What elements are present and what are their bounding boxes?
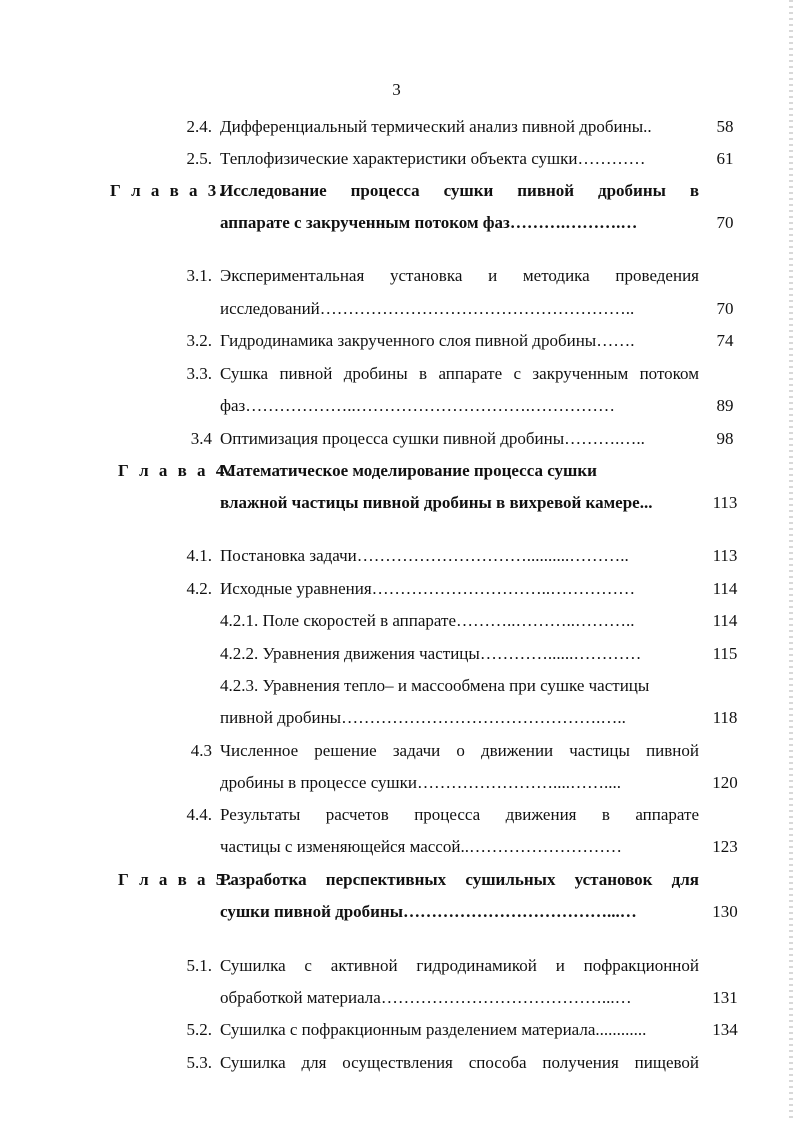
- toc-subentry[interactable]: [220, 610, 699, 632]
- toc-entry-title[interactable]: Исходные уравнения…………………………..……………: [220, 579, 636, 598]
- toc-entry-title[interactable]: Постановка задачи…………………………..........………..: [220, 546, 629, 565]
- toc-entry-title[interactable]: частицы с изменяющейся массой..………………………: [220, 837, 622, 856]
- toc-entry-title[interactable]: дробины в процессе сушки……………………....……....: [220, 773, 621, 792]
- toc-entry-title[interactable]: обработкой материала…………………………………...…: [220, 988, 632, 1007]
- toc-entry-number: 3.1.: [186, 266, 212, 285]
- toc-entry-number: 4.2.3.: [220, 676, 259, 695]
- toc-entry-number: 4.4.: [186, 805, 212, 824]
- toc-entry-page: 70: [716, 299, 734, 318]
- toc-entry-number: 4.2.2.: [220, 644, 259, 663]
- toc-entry-page: 113: [712, 546, 738, 565]
- chapter-title[interactable]: влажной частицы пивной дробины в вихревой камере...: [220, 493, 653, 512]
- chapter-label: Г л а в а 4.: [118, 461, 235, 480]
- toc-entry-number: 4.1.: [186, 546, 212, 565]
- toc-entry-title[interactable]: Сушилка с пофракционным разделением материала............: [220, 1020, 647, 1039]
- chapter-title[interactable]: Разработка перспективных сушильных установок для: [220, 870, 699, 889]
- toc-subentry[interactable]: [220, 675, 699, 697]
- toc-entry-title[interactable]: Гидродинамика закрученного слоя пивной дробины…….: [220, 331, 635, 350]
- chapter-title[interactable]: сушки пивной дробины………………………………...…: [220, 902, 637, 921]
- page-number: 3: [392, 80, 401, 99]
- toc-entry-title[interactable]: Результаты расчетов процесса движения в аппарате: [220, 805, 699, 824]
- chapter-label: Г л а в а 5.: [118, 870, 235, 889]
- toc-entry-page: 114: [712, 579, 738, 598]
- toc-entry-title[interactable]: Экспериментальная установка и методика проведения: [220, 266, 699, 285]
- toc-entry-page: 120: [712, 773, 738, 792]
- toc-entry-page: 131: [712, 988, 738, 1007]
- toc-entry-title[interactable]: Сушка пивной дробины в аппарате с закрученным потоком: [220, 364, 699, 383]
- toc-entry-page: 89: [716, 396, 734, 415]
- toc-entry-page: 115: [712, 644, 738, 663]
- toc-entry-number: 5.1.: [186, 956, 212, 975]
- toc-entry-number: 2.4.: [186, 117, 212, 136]
- toc-entry-title[interactable]: Дифференциальный термический анализ пивной дробины..: [220, 117, 652, 136]
- toc-entry-page: 98: [716, 429, 734, 448]
- toc-entry-title[interactable]: Сушилка для осуществления способа получения пищевой: [220, 1053, 699, 1072]
- chapter-title[interactable]: аппарате с закрученным потоком фаз……….……….…: [220, 213, 638, 232]
- toc-entry-title[interactable]: Сушилка с активной гидродинамикой и пофракционной: [220, 956, 699, 975]
- toc-entry-title[interactable]: Численное решение задачи о движении частицы пивной: [220, 741, 699, 760]
- toc-entry-number: 4.2.: [186, 579, 212, 598]
- toc-entry-page: 58: [716, 117, 734, 136]
- toc-entry-title: Уравнения движения частицы…………......…………: [262, 644, 642, 663]
- toc-entry-title[interactable]: Оптимизация процесса сушки пивной дробины……….…..: [220, 429, 645, 448]
- toc-entry-number: 5.2.: [186, 1020, 212, 1039]
- toc-entry-page: 134: [712, 1020, 738, 1039]
- toc-entry-title: Уравнения тепло– и массообмена при сушке частицы: [262, 676, 650, 695]
- toc-entry-page: 61: [716, 149, 734, 168]
- toc-entry-number: 4.2.1.: [220, 611, 259, 630]
- toc-entry-number: 4.3: [190, 741, 212, 760]
- toc-entry-number: 5.3.: [186, 1053, 212, 1072]
- scan-edge-artifact: [789, 0, 793, 1122]
- toc-entry-page: 130: [712, 902, 738, 921]
- toc-entry-number: 2.5.: [186, 149, 212, 168]
- toc-entry-number: 3.2.: [186, 331, 212, 350]
- chapter-title[interactable]: Математическое моделирование процесса сушки: [220, 461, 597, 480]
- toc-entry-number: 3.3.: [186, 364, 212, 383]
- toc-entry-title[interactable]: фаз………………..………………………….……………: [220, 396, 616, 415]
- chapter-label: Г л а в а 3.: [110, 181, 227, 200]
- toc-entry-page: 113: [712, 493, 738, 512]
- toc-entry-title[interactable]: исследований………………………………………………..: [220, 299, 635, 318]
- toc-entry-title[interactable]: Теплофизические характеристики объекта сушки…………: [220, 149, 646, 168]
- toc-subentry[interactable]: [220, 643, 699, 665]
- toc-entry-page: 114: [712, 611, 738, 630]
- toc-entry-page: 118: [712, 708, 738, 727]
- toc-entry-title[interactable]: пивной дробины……………………………………….…..: [220, 708, 626, 727]
- toc-entry-title: Поле скоростей в аппарате………..………..………..: [262, 611, 635, 630]
- toc-entry-page: 123: [712, 837, 738, 856]
- toc-entry-page: 70: [716, 213, 734, 232]
- chapter-title[interactable]: Исследование процесса сушки пивной дробины в: [220, 181, 699, 200]
- toc-entry-number: 3.4: [190, 429, 212, 448]
- toc-entry-page: 74: [716, 331, 734, 350]
